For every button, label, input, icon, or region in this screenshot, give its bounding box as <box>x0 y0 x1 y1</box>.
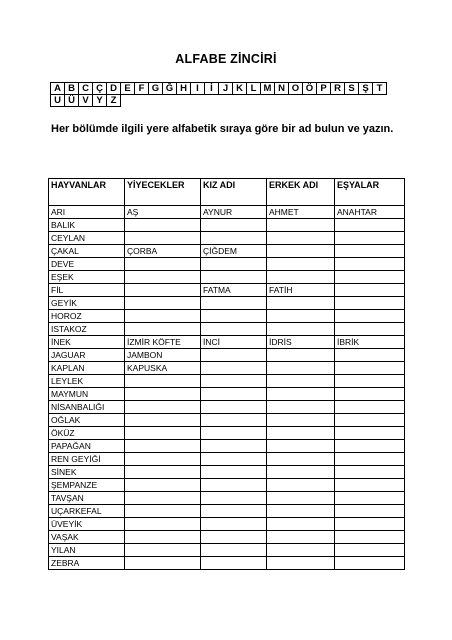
item-cell[interactable] <box>335 401 405 414</box>
alphabet-letter: H <box>177 83 191 95</box>
item-cell[interactable] <box>335 297 405 310</box>
food-cell[interactable]: AŞ <box>125 206 201 219</box>
table-row <box>49 492 405 505</box>
table-row <box>49 388 405 401</box>
food-cell[interactable] <box>125 440 201 453</box>
table-row <box>49 349 405 362</box>
table-row <box>49 401 405 414</box>
girl-name-cell[interactable] <box>201 232 267 245</box>
item-cell[interactable] <box>335 388 405 401</box>
item-cell[interactable] <box>335 375 405 388</box>
food-cell[interactable]: JAMBON <box>125 349 201 362</box>
table-row <box>49 479 405 492</box>
girl-name-cell[interactable] <box>201 531 267 544</box>
alphabet-letter: Ğ <box>163 83 177 95</box>
food-cell[interactable] <box>125 414 201 427</box>
item-cell[interactable] <box>335 427 405 440</box>
animal-cell: BALIK <box>49 219 125 232</box>
table-row <box>49 310 405 323</box>
item-cell[interactable] <box>335 531 405 544</box>
animal-cell: CEYLAN <box>49 232 125 245</box>
boy-name-cell[interactable] <box>267 557 335 570</box>
girl-name-cell[interactable]: ÇİĞDEM <box>201 245 267 258</box>
boy-name-cell[interactable] <box>267 258 335 271</box>
animal-cell: TAVŞAN <box>49 492 125 505</box>
animal-cell: LEYLEK <box>49 375 125 388</box>
food-cell[interactable] <box>125 427 201 440</box>
food-cell[interactable] <box>125 453 201 466</box>
table-row <box>49 453 405 466</box>
girl-name-cell[interactable] <box>201 427 267 440</box>
girl-name-cell[interactable] <box>201 440 267 453</box>
boy-name-cell[interactable] <box>267 323 335 336</box>
item-cell[interactable] <box>335 505 405 518</box>
alphabet-letter: İ <box>205 83 219 95</box>
food-cell[interactable] <box>125 271 201 284</box>
item-cell[interactable] <box>335 544 405 557</box>
animal-cell: EŞEK <box>49 271 125 284</box>
alphabet-letter: S <box>345 83 359 95</box>
item-cell[interactable] <box>335 518 405 531</box>
table-row <box>49 362 405 375</box>
boy-name-cell[interactable] <box>267 297 335 310</box>
table-row <box>49 544 405 557</box>
boy-name-cell[interactable] <box>267 375 335 388</box>
table-row <box>49 466 405 479</box>
food-cell[interactable] <box>125 232 201 245</box>
item-cell[interactable] <box>335 362 405 375</box>
animal-cell: ÖKÜZ <box>49 427 125 440</box>
boy-name-cell[interactable] <box>267 349 335 362</box>
item-cell[interactable] <box>335 284 405 297</box>
boy-name-cell[interactable] <box>267 414 335 427</box>
alphabet-letter: R <box>331 83 345 95</box>
boy-name-cell[interactable] <box>267 362 335 375</box>
item-cell[interactable] <box>335 271 405 284</box>
animal-cell: ZEBRA <box>49 557 125 570</box>
boy-name-cell[interactable] <box>267 219 335 232</box>
food-cell[interactable] <box>125 258 201 271</box>
alphabet-row <box>51 95 387 107</box>
alphabet-letter: B <box>65 83 79 95</box>
girl-name-cell[interactable] <box>201 323 267 336</box>
boy-name-cell[interactable] <box>267 440 335 453</box>
girl-name-cell[interactable] <box>201 388 267 401</box>
table-row <box>49 258 405 271</box>
animal-cell: ISTAKOZ <box>49 323 125 336</box>
girl-name-cell[interactable]: İNCİ <box>201 336 267 349</box>
animal-cell: ARI <box>49 206 125 219</box>
alphabet-letter: M <box>261 83 275 95</box>
alphabet-letter: Z <box>107 95 121 107</box>
food-cell[interactable] <box>125 544 201 557</box>
header-girl-name: KIZ ADI <box>201 179 267 206</box>
alphabet-letter: F <box>135 83 149 95</box>
alphabet-letter: J <box>219 83 233 95</box>
alphabet-letter: T <box>373 83 387 95</box>
boy-name-cell[interactable] <box>267 232 335 245</box>
food-cell[interactable] <box>125 518 201 531</box>
alphabet-letter: I <box>191 83 205 95</box>
animal-cell: İNEK <box>49 336 125 349</box>
boy-name-cell[interactable] <box>267 466 335 479</box>
food-cell[interactable] <box>125 557 201 570</box>
girl-name-cell[interactable] <box>201 297 267 310</box>
alphabet-letter: C <box>79 83 93 95</box>
header-row <box>49 179 405 206</box>
table-row <box>49 414 405 427</box>
boy-name-cell[interactable] <box>267 518 335 531</box>
header-items: EŞYALAR <box>335 179 405 206</box>
food-cell[interactable] <box>125 297 201 310</box>
table-row <box>49 297 405 310</box>
food-cell[interactable]: ÇORBA <box>125 245 201 258</box>
alphabet-letter: K <box>233 83 247 95</box>
table-row <box>49 219 405 232</box>
girl-name-cell[interactable] <box>201 362 267 375</box>
boy-name-cell[interactable] <box>267 388 335 401</box>
alphabet-letter: L <box>247 83 261 95</box>
girl-name-cell[interactable] <box>201 453 267 466</box>
food-cell[interactable] <box>125 323 201 336</box>
food-cell[interactable] <box>125 284 201 297</box>
item-cell[interactable] <box>335 440 405 453</box>
table-row <box>49 440 405 453</box>
food-cell[interactable]: İZMİR KÖFTE <box>125 336 201 349</box>
girl-name-cell[interactable] <box>201 492 267 505</box>
table-row <box>49 245 405 258</box>
header-animals: HAYVANLAR <box>49 179 125 206</box>
item-cell[interactable]: ANAHTAR <box>335 206 405 219</box>
boy-name-cell[interactable] <box>267 427 335 440</box>
boy-name-cell[interactable]: İDRİS <box>267 336 335 349</box>
alphabet-letter: Ç <box>93 83 107 95</box>
boy-name-cell[interactable] <box>267 531 335 544</box>
boy-name-cell[interactable]: FATİH <box>267 284 335 297</box>
item-cell[interactable] <box>335 245 405 258</box>
boy-name-cell[interactable] <box>267 271 335 284</box>
boy-name-cell[interactable] <box>267 479 335 492</box>
header-foods: YİYECEKLER <box>125 179 201 206</box>
animal-cell: DEVE <box>49 258 125 271</box>
food-cell[interactable] <box>125 388 201 401</box>
item-cell[interactable] <box>335 323 405 336</box>
table-row <box>49 323 405 336</box>
girl-name-cell[interactable]: FATMA <box>201 284 267 297</box>
girl-name-cell[interactable] <box>201 544 267 557</box>
food-cell[interactable] <box>125 466 201 479</box>
animal-cell: JAGUAR <box>49 349 125 362</box>
girl-name-cell[interactable] <box>201 479 267 492</box>
food-cell[interactable] <box>125 401 201 414</box>
alphabet-letter: Ü <box>65 95 79 107</box>
item-cell[interactable] <box>335 414 405 427</box>
boy-name-cell[interactable] <box>267 310 335 323</box>
animal-cell: ÜVEYİK <box>49 518 125 531</box>
boy-name-cell[interactable] <box>267 492 335 505</box>
item-cell[interactable] <box>335 258 405 271</box>
animal-cell: REN GEYİĞİ <box>49 453 125 466</box>
table-row <box>49 518 405 531</box>
animal-cell: YILAN <box>49 544 125 557</box>
item-cell[interactable] <box>335 557 405 570</box>
girl-name-cell[interactable] <box>201 505 267 518</box>
boy-name-cell[interactable] <box>267 505 335 518</box>
table-row <box>49 427 405 440</box>
animal-cell: UÇARKEFAL <box>49 505 125 518</box>
alphabet-letter: D <box>107 83 121 95</box>
item-cell[interactable] <box>335 232 405 245</box>
animal-cell: SİNEK <box>49 466 125 479</box>
boy-name-cell[interactable] <box>267 544 335 557</box>
alphabet-letter: Ö <box>303 83 317 95</box>
animal-cell: PAPAĞAN <box>49 440 125 453</box>
girl-name-cell[interactable] <box>201 219 267 232</box>
header-boy-name: ERKEK ADI <box>267 179 335 206</box>
animal-cell: HOROZ <box>49 310 125 323</box>
boy-name-cell[interactable] <box>267 453 335 466</box>
alphabet-letter: A <box>51 83 65 95</box>
table-row <box>49 557 405 570</box>
item-cell[interactable] <box>335 466 405 479</box>
animal-cell: KAPLAN <box>49 362 125 375</box>
girl-name-cell[interactable] <box>201 414 267 427</box>
animal-cell: ŞEMPANZE <box>49 479 125 492</box>
food-cell[interactable]: KAPUSKA <box>125 362 201 375</box>
food-cell[interactable] <box>125 219 201 232</box>
animal-cell: MAYMUN <box>49 388 125 401</box>
girl-name-cell[interactable]: AYNUR <box>201 206 267 219</box>
alphabet-letter: O <box>289 83 303 95</box>
animal-cell: OĞLAK <box>49 414 125 427</box>
boy-name-cell[interactable]: AHMET <box>267 206 335 219</box>
girl-name-cell[interactable] <box>201 375 267 388</box>
alphabet-letter: N <box>275 83 289 95</box>
table-row <box>49 505 405 518</box>
item-cell[interactable] <box>335 492 405 505</box>
girl-name-cell[interactable] <box>201 401 267 414</box>
item-cell[interactable]: İBRİK <box>335 336 405 349</box>
girl-name-cell[interactable] <box>201 557 267 570</box>
food-cell[interactable] <box>125 310 201 323</box>
animal-cell: ÇAKAL <box>49 245 125 258</box>
table-row <box>49 271 405 284</box>
boy-name-cell[interactable] <box>267 245 335 258</box>
food-cell[interactable] <box>125 492 201 505</box>
worksheet-table <box>48 178 405 570</box>
animal-cell: GEYİK <box>49 297 125 310</box>
table-row <box>49 206 405 219</box>
animal-cell: VAŞAK <box>49 531 125 544</box>
table-row <box>49 232 405 245</box>
girl-name-cell[interactable] <box>201 258 267 271</box>
instruction-text: Her bölümde ilgili yere alfabetik sıraya göre bir ad bulun ve yazın. <box>51 123 394 135</box>
item-cell[interactable] <box>335 479 405 492</box>
alphabet-letter: V <box>79 95 93 107</box>
table-row <box>49 284 405 297</box>
table-row <box>49 531 405 544</box>
boy-name-cell[interactable] <box>267 401 335 414</box>
alphabet-letter: P <box>317 83 331 95</box>
food-cell[interactable] <box>125 479 201 492</box>
alphabet-letter: U <box>51 95 65 107</box>
item-cell[interactable] <box>335 310 405 323</box>
alphabet-letter: Ş <box>359 83 373 95</box>
animal-cell: NİSANBALIĞI <box>49 401 125 414</box>
girl-name-cell[interactable] <box>201 349 267 362</box>
table-row <box>49 375 405 388</box>
food-cell[interactable] <box>125 531 201 544</box>
food-cell[interactable] <box>125 505 201 518</box>
alphabet-grid <box>50 82 387 107</box>
item-cell[interactable] <box>335 453 405 466</box>
page-title: ALFABE ZİNCİRİ <box>175 52 277 66</box>
alphabet-letter: Y <box>93 95 107 107</box>
item-cell[interactable] <box>335 219 405 232</box>
table-row <box>49 336 405 349</box>
alphabet-letter: E <box>121 83 135 95</box>
girl-name-cell[interactable] <box>201 466 267 479</box>
alphabet-letter: G <box>149 83 163 95</box>
item-cell[interactable] <box>335 349 405 362</box>
girl-name-cell[interactable] <box>201 310 267 323</box>
alphabet-row <box>51 83 387 95</box>
girl-name-cell[interactable] <box>201 271 267 284</box>
animal-cell: FİL <box>49 284 125 297</box>
food-cell[interactable] <box>125 375 201 388</box>
girl-name-cell[interactable] <box>201 518 267 531</box>
